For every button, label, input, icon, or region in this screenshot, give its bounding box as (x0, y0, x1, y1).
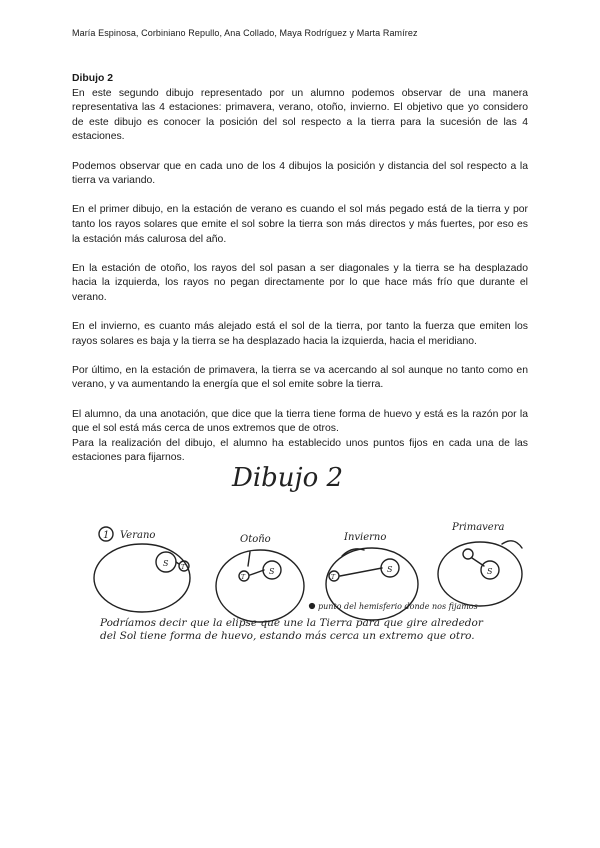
svg-text:S: S (487, 567, 493, 576)
page-header-authors: María Espinosa, Corbiniano Repullo, Ana Collado, Maya Rodríguez y Marta Ramírez (72, 28, 418, 38)
rays-invierno (340, 568, 382, 576)
svg-text:S: S (387, 565, 393, 574)
orbit-primavera (438, 542, 522, 606)
earth-primavera-icon (463, 549, 473, 559)
note-line-1: Podríamos decir que la elipse que une la Tierra para que gire alrededor (100, 617, 483, 629)
paragraph-autumn: En la estación de otoño, los rayos del sol pasan a ser diagonales y la tierra se ha desplazado hacia la izquierda, los rayos no pegan directamente por lo que hace más frío que durante el verano. (72, 262, 528, 303)
svg-text:T: T (331, 574, 336, 581)
rays-otono (250, 570, 264, 575)
paragraph-summer: En el primer dibujo, en la estación de verano es cuando el sol más pegado está de la tierra y por tanto los rayos solares que emite el sol sobre la tierra son más directos y más fuertes, por eso es la estación más calurosa del año. (72, 204, 528, 245)
svg-text:T: T (181, 564, 186, 571)
legend-dot-icon (310, 604, 315, 609)
label-primavera: Primavera (452, 522, 505, 533)
paragraph-variation: Podemos observar que en cada uno de los 4 dibujos la posición y distancia del sol respecto a la tierra va variando. (72, 160, 528, 187)
paragraph-winter: En el invierno, es cuanto más alejado está el sol de la tierra, por tanto la fuerza que emiten los rayos solares es baja y la tierra se ha desplazado hacia la izquierda, hacia el meridiano. (72, 321, 528, 347)
arrow-otono (248, 552, 250, 566)
document-body (72, 72, 528, 466)
drawing-number: 1 (103, 530, 110, 541)
section-title: Dibujo 2 (72, 73, 113, 84)
paragraph-spring: Por último, en la estación de primavera, la tierra se va acercando al sol aunque no tanto como en verano, y va aumentando la energía que el sol emite sobre la tierra. (72, 364, 528, 391)
label-otono: Otoño (240, 534, 271, 545)
orbit-verano (94, 544, 190, 612)
paragraph-fixed-points: Para la realización del dibujo, el alumno ha establecido unos puntos fijos en cada una de las estaciones para fijarnos. (72, 437, 528, 464)
drawing-svg (72, 458, 542, 638)
orbit-otono (216, 550, 304, 622)
paragraph-intro: En este segundo dibujo representado por un alumno podemos observar de una manera representativa las 4 estaciones: primavera, verano, otoño, invierno. El objetivo que yo considero de este dibujo es conocer la posición del sol respecto a la tierra para la sucesión de las 4 estaciones. (72, 87, 528, 143)
svg-text:S: S (163, 559, 169, 568)
note-line-2: del Sol tiene forma de huevo, estando más cerca un extremo que otro. (100, 630, 475, 642)
student-drawing (72, 458, 542, 642)
rays-primavera (472, 558, 484, 566)
legend-text: punto del hemisferio donde nos fijamos (318, 602, 478, 611)
svg-text:S: S (269, 567, 275, 576)
paragraph-annotation: El alumno, da una anotación, que dice que la tierra tiene forma de huevo y está es la razón por la que el sol está más cerca de unos extremos que de otros. (72, 408, 528, 435)
arrow-primavera (502, 541, 522, 548)
label-invierno: Invierno (344, 532, 387, 543)
svg-text:T: T (241, 574, 246, 581)
drawing-title: Dibujo 2 (232, 463, 344, 493)
label-verano: Verano (120, 530, 156, 541)
